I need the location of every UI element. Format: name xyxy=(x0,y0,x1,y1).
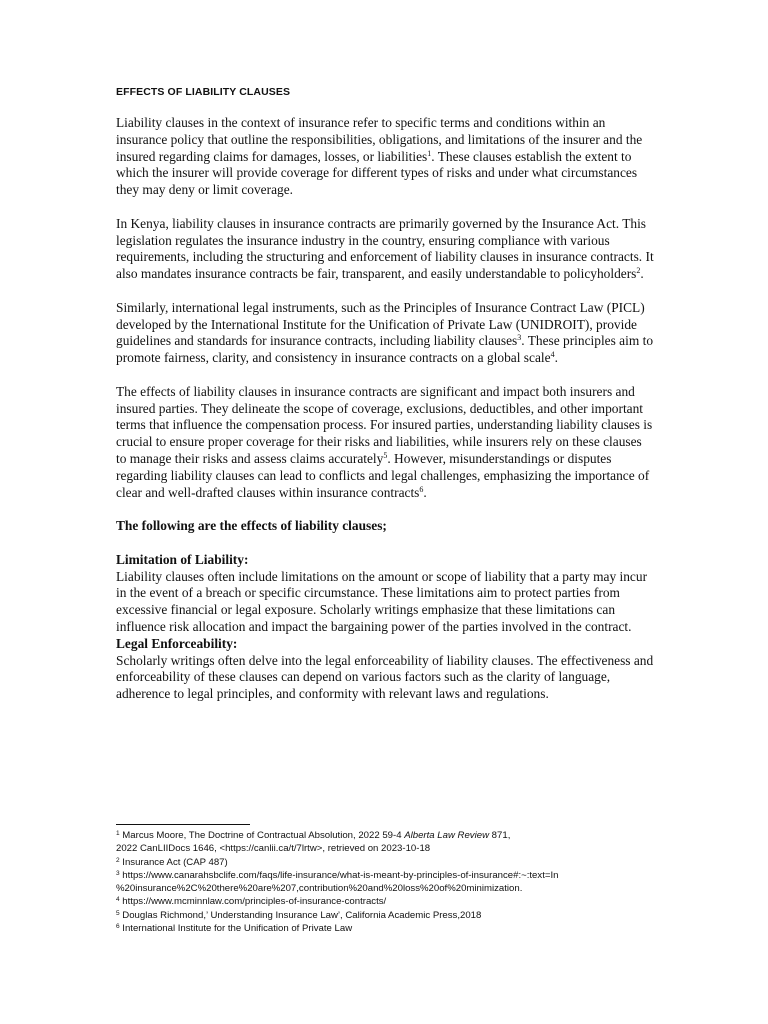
footnote-link[interactable]: https://www.mcminnlaw.com/principles-of-insurance-contracts/ xyxy=(119,896,387,908)
footnote-text: Insurance Act (CAP 487) xyxy=(119,856,228,868)
footnote-1 xyxy=(116,829,676,842)
footnote-text: International Institute for the Unification of Private Law xyxy=(119,923,353,935)
footnote-number: 6 xyxy=(116,923,120,931)
paragraph-definition xyxy=(116,115,654,199)
section-body-limitation: Liability clauses often include limitations on the amount or scope of liability that a party may incur in the event of a breach or specific circumstance. These limitations aim to protect parties from excessive financial or legal exposure. Scholarly writings emphasize that these limitations can influence risk allocation and impact the bargaining power of the parties involved in the contract. xyxy=(116,568,648,634)
paragraph-kenya xyxy=(116,216,654,283)
footnote-2 xyxy=(116,856,676,869)
footnote-number: 1 xyxy=(116,830,120,837)
footnote-text: 871, xyxy=(489,830,511,841)
footnote-number: 2 xyxy=(116,856,120,864)
footnote-3 xyxy=(116,869,676,882)
footnote-5 xyxy=(116,909,676,922)
paragraph-text: Similarly, international legal instruments, such as the Principles of Insurance Contract Law (PICL) developed by the International Institute for the Unification of Private Law (UNIDROIT), provide guidelines and standards for insurance contracts, including liability clauses xyxy=(116,299,645,349)
paragraph-text: In Kenya, liability clauses in insurance contracts are primarily governed by the Insurance Act. This legislation regulates the insurance industry in the country, ensuring compliance with various requirements, including the structuring and enforcement of liability clauses in insurance contracts. It also mandates insurance contracts be fair, transparent, and easily understandable to policyholders xyxy=(116,215,654,282)
footnote-ref[interactable]: 2 xyxy=(636,266,641,276)
section-body-enforceability: Scholarly writings often delve into the legal enforceability of liability clauses. The effectiveness and enforceability of these clauses can depend on various factors such as the clarity of language, adherence to legal principles, and conformity with relevant laws and regulations. xyxy=(116,652,654,702)
footnote-3-cont[interactable]: %20insurance%2C%20there%20are%207,contribution%20and%20loss%20of%20minimization. xyxy=(116,883,523,895)
footnote-6 xyxy=(116,922,676,935)
footnote-4 xyxy=(116,895,676,908)
footnote-number: 4 xyxy=(116,896,120,904)
footnote-ref[interactable]: 4 xyxy=(550,350,555,360)
paragraph-text: . xyxy=(640,266,644,282)
footnote-number: 5 xyxy=(116,909,120,917)
paragraph-text: . These principles aim to promote fairness, clarity, and consistency in insurance contracts on a global scale xyxy=(116,333,654,366)
document-body xyxy=(116,86,654,703)
paragraph-effects xyxy=(116,384,654,502)
footnote-journal: Alberta Law Review xyxy=(404,830,490,841)
footnote-ref[interactable]: 1 xyxy=(427,148,432,158)
footnote-text: Douglas Richmond,’ Understanding Insurance Law’, California Academic Press,2018 xyxy=(119,909,482,921)
footnote-ref[interactable]: 5 xyxy=(383,450,388,460)
page-title: EFFECTS OF LIABILITY CLAUSES xyxy=(116,86,291,98)
footnote-ref[interactable]: 3 xyxy=(517,333,522,343)
section-title-limitation: Limitation of Liability: xyxy=(116,551,249,567)
footnote-ref[interactable]: 6 xyxy=(419,484,424,494)
paragraph-text: The effects of liability clauses in insurance contracts are significant and impact both insurers and insured parties. They delineate the scope of coverage, exclusions, deductibles, and other important terms that influence the compensation process. For insured parties, understanding liability clauses is crucial to ensure proper coverage for their risks and liabilities, while insurers rely on these clauses to manage their risks and assess claims accurately xyxy=(116,383,653,466)
footnotes xyxy=(116,829,676,935)
effects-intro: The following are the effects of liability clauses; xyxy=(116,518,387,534)
section-title-enforceability: Legal Enforceability: xyxy=(116,635,238,651)
paragraph-text: . These clauses establish the extent to which the insurer will provide coverage for different types of risks and under what circumstances they may deny or limit coverage. xyxy=(116,148,638,198)
paragraph-text: . xyxy=(423,484,427,500)
spacer xyxy=(116,535,654,552)
footnote-1-cont: 2022 CanLIIDocs 1646, <https://canlii.ca/t/7lrtw>, retrieved on 2023-10-18 xyxy=(116,843,431,855)
paragraph-text: . However, misunderstandings or disputes regarding liability clauses can lead to conflicts and legal challenges, emphasizing the importance of clear and well-drafted clauses within insurance contracts xyxy=(116,450,650,500)
footnote-text: Marcus Moore, The Doctrine of Contractual Absolution, 2022 59-4 xyxy=(119,830,405,841)
paragraph-text: Liability clauses in the context of insurance refer to specific terms and conditions within an insurance policy that outline the responsibilities, obligations, and limitations of the insurer and the insured regarding claims for damages, losses, or liabilities xyxy=(116,115,643,164)
footnote-link[interactable]: https://www.canarahsbclife.com/faqs/life-insurance/what-is-meant-by-principles-of-insurance#:~:text=In xyxy=(119,869,559,881)
footnote-divider xyxy=(116,824,250,825)
footnote-number: 3 xyxy=(116,869,120,877)
paragraph-international xyxy=(116,300,654,367)
paragraph-text: . xyxy=(554,350,558,366)
